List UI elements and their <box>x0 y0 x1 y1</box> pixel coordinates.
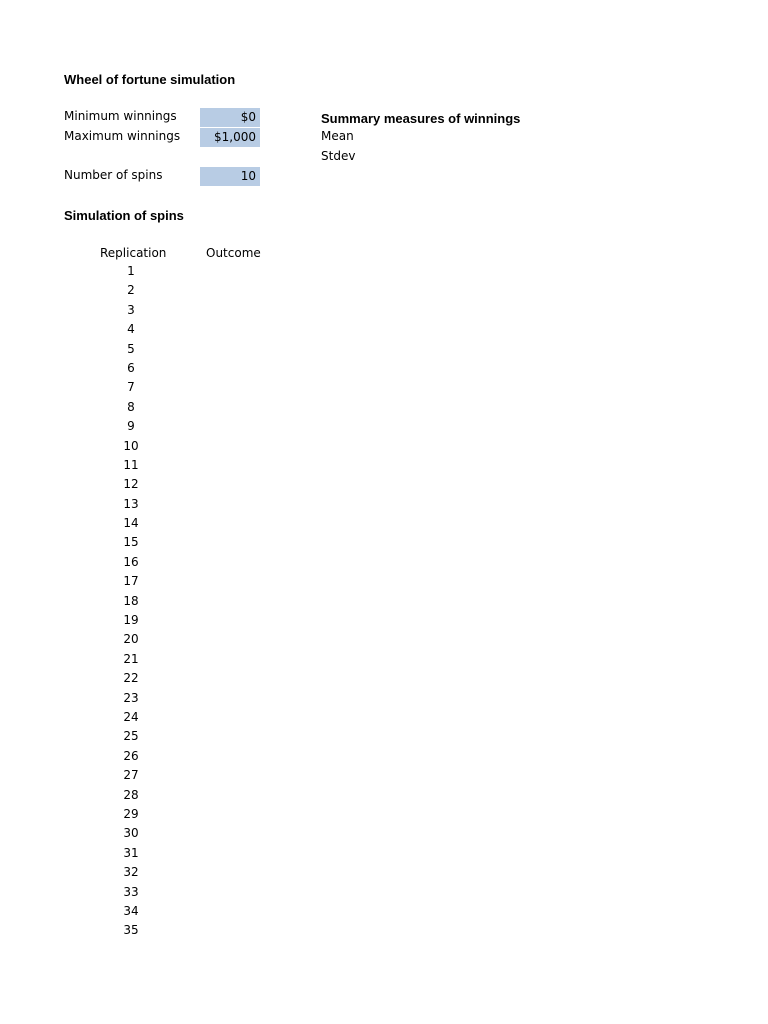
replication-number: 20 <box>123 632 139 647</box>
replication-number: 29 <box>123 806 139 821</box>
number-of-spins-label: Number of spins <box>64 168 163 182</box>
replication-number: 9 <box>127 419 135 434</box>
replication-number: 10 <box>123 438 139 453</box>
replication-number: 23 <box>123 690 139 705</box>
number-of-spins-input[interactable]: 10 <box>200 167 260 186</box>
replication-number: 2 <box>127 283 135 298</box>
replication-number: 18 <box>123 593 139 608</box>
max-winnings-input[interactable]: $1,000 <box>200 128 260 147</box>
replication-number: 17 <box>123 574 139 589</box>
replication-number: 25 <box>123 729 139 744</box>
replication-number: 27 <box>123 768 139 783</box>
replication-number: 26 <box>123 748 139 763</box>
min-winnings-input[interactable]: $0 <box>200 108 260 127</box>
replication-number: 35 <box>123 923 139 938</box>
replication-number: 30 <box>123 826 139 841</box>
replication-number: 6 <box>127 360 135 375</box>
replication-number: 14 <box>123 516 139 531</box>
replication-number: 24 <box>123 709 139 724</box>
replication-number: 5 <box>127 341 135 356</box>
replication-number: 8 <box>127 399 135 414</box>
replication-number: 31 <box>123 845 139 860</box>
replication-number: 22 <box>123 671 139 686</box>
sheet-title: Wheel of fortune simulation <box>64 72 236 87</box>
summary-heading: Summary measures of winnings <box>321 111 521 126</box>
replication-number: 15 <box>123 535 139 550</box>
replication-number: 34 <box>123 903 139 918</box>
replication-number: 32 <box>123 865 139 880</box>
replication-number: 33 <box>123 884 139 899</box>
replication-number: 13 <box>123 496 139 511</box>
replication-number: 28 <box>123 787 139 802</box>
max-winnings-label: Maximum winnings <box>64 129 181 143</box>
replication-number: 21 <box>123 651 139 666</box>
replication-number: 11 <box>123 457 139 472</box>
replication-number: 12 <box>123 477 139 492</box>
replication-number: 19 <box>123 613 139 628</box>
replication-list <box>100 262 162 941</box>
replication-column-header: Replication <box>100 246 167 260</box>
replication-number: 16 <box>123 554 139 569</box>
stdev-label: Stdev <box>321 149 356 163</box>
simulation-heading: Simulation of spins <box>64 208 184 223</box>
outcome-column-header: Outcome <box>206 246 261 260</box>
replication-number: 1 <box>127 264 135 278</box>
replication-number: 7 <box>127 380 135 395</box>
mean-label: Mean <box>321 129 354 143</box>
replication-number: 3 <box>127 302 135 317</box>
min-winnings-label: Minimum winnings <box>64 109 177 123</box>
replication-number: 4 <box>127 322 135 337</box>
